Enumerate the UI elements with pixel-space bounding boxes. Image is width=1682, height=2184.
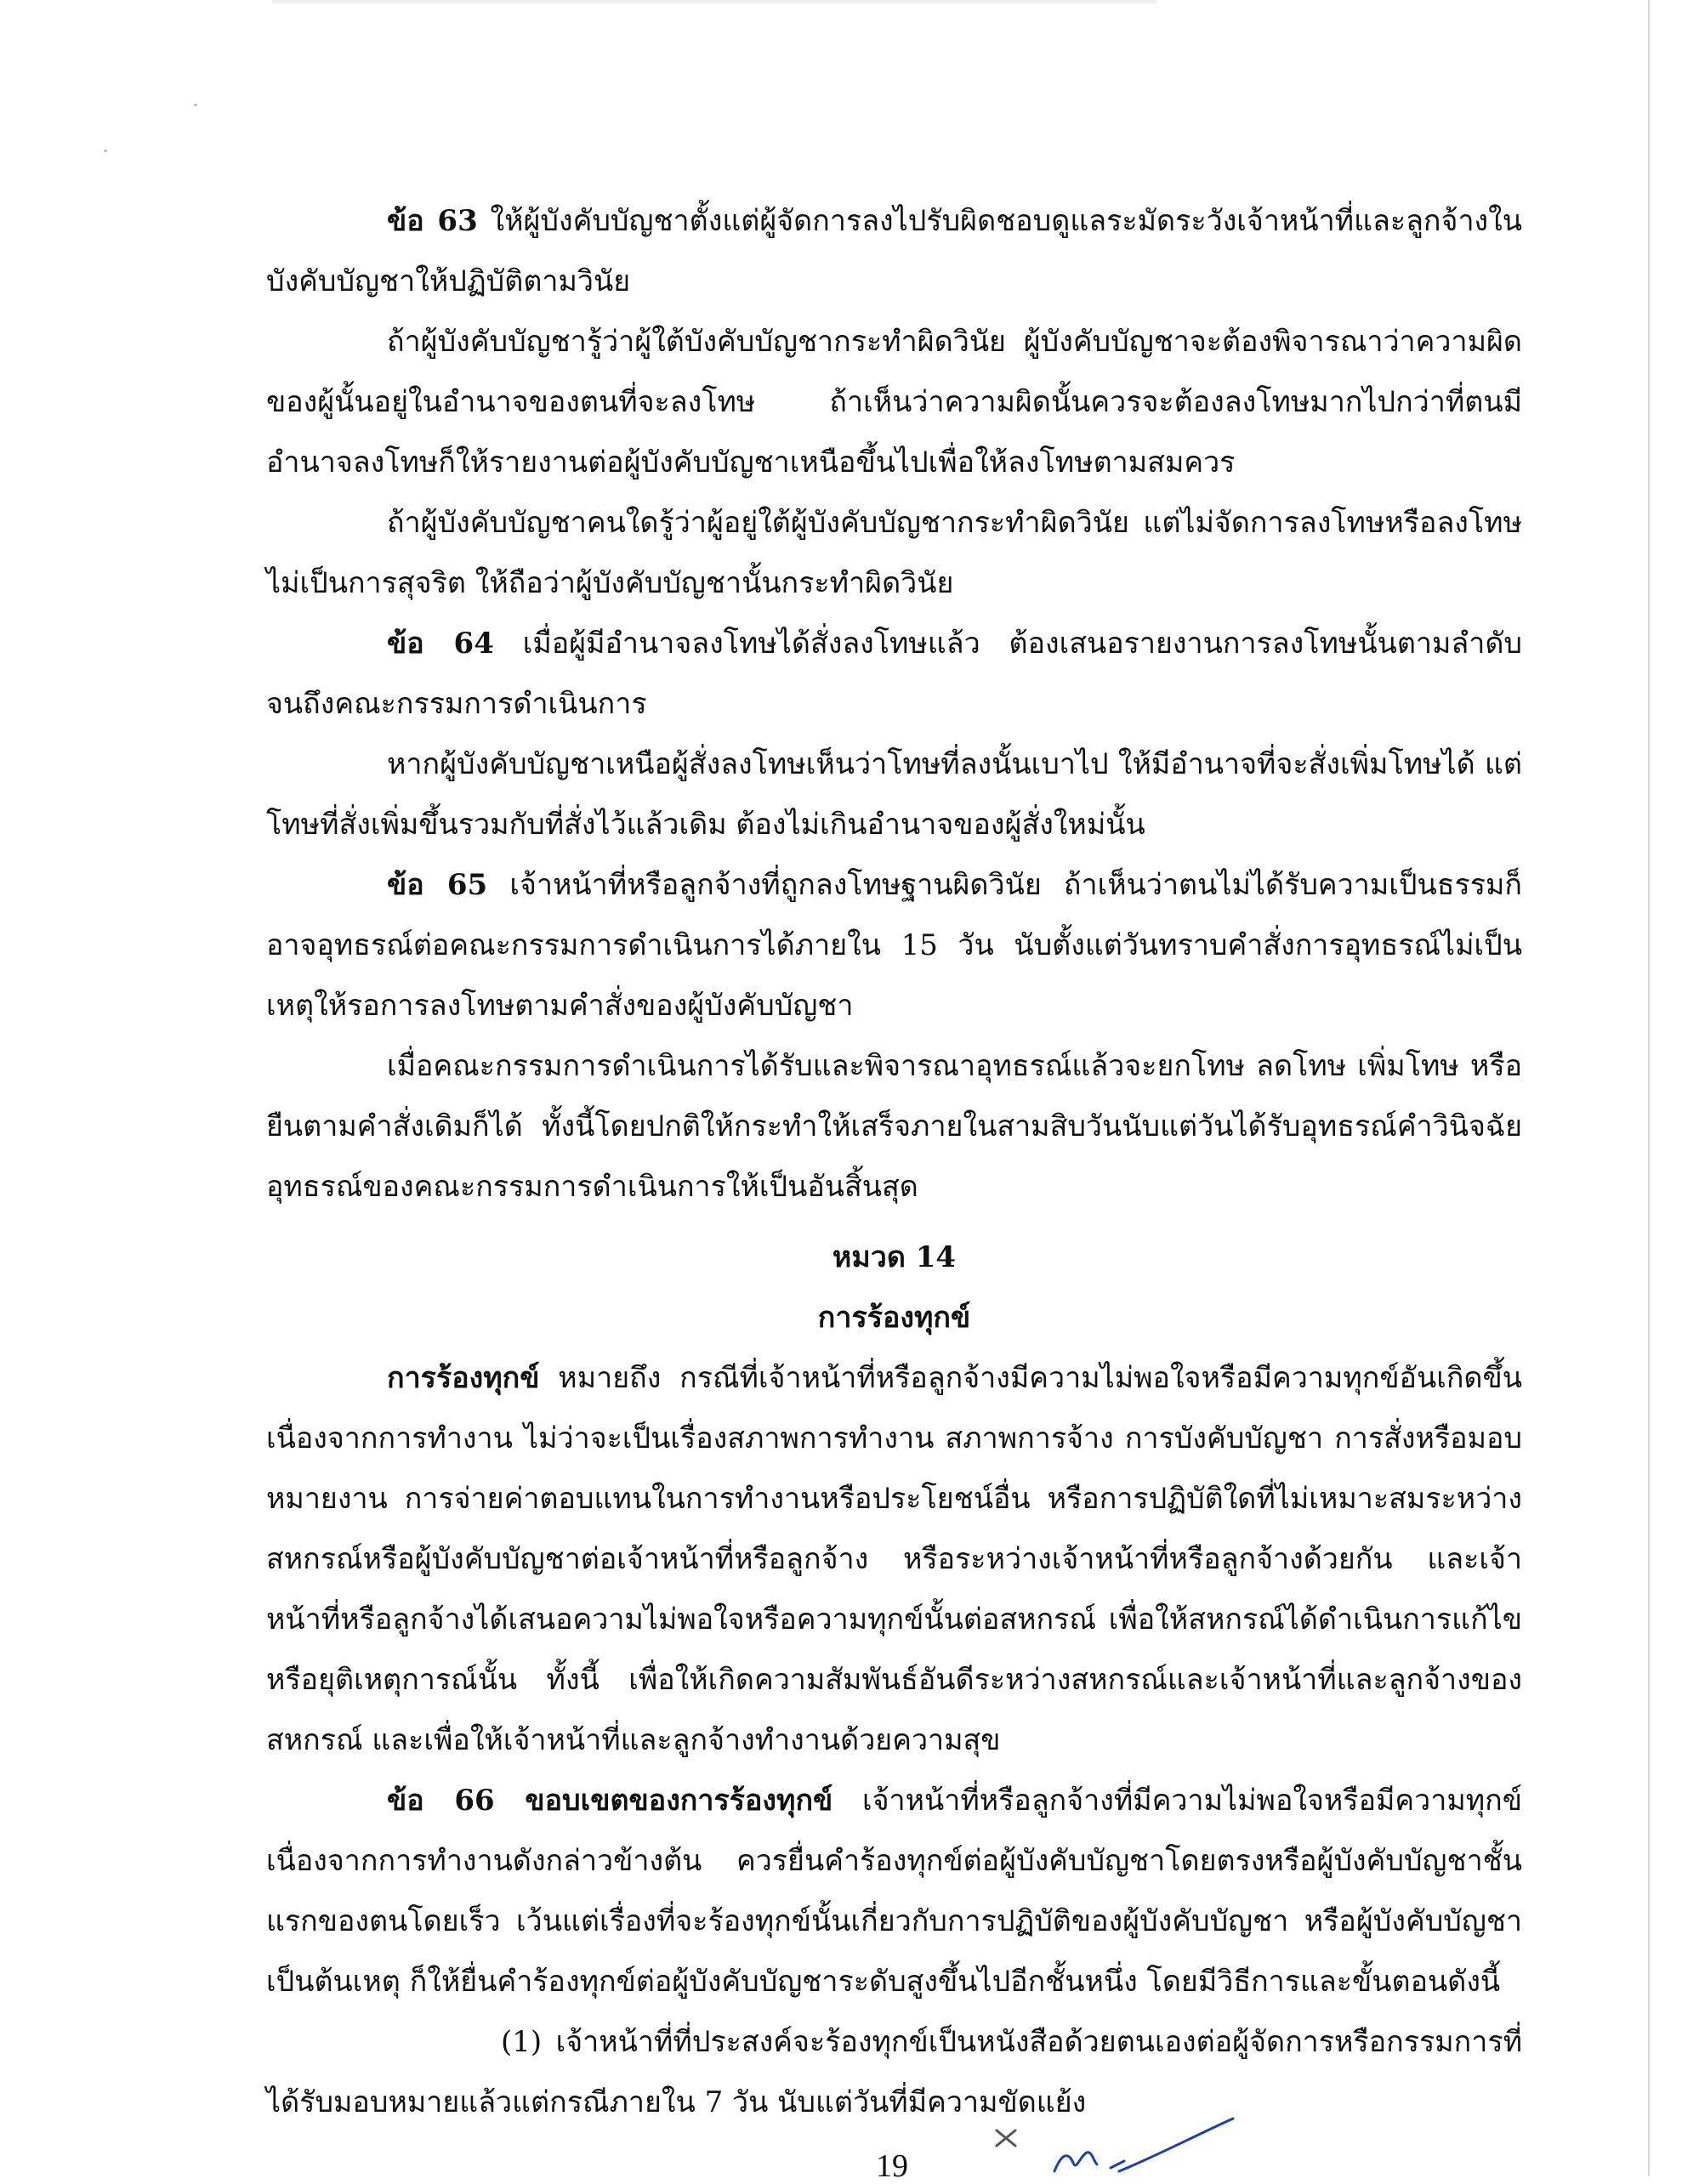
scan-speck bbox=[104, 150, 107, 152]
scan-edge-shadow bbox=[272, 0, 1156, 3]
initials-signature-mark bbox=[986, 2112, 1250, 2176]
paragraph-clause-66 bbox=[266, 1771, 1522, 2012]
paragraph-definition bbox=[266, 1348, 1522, 1771]
paragraph-text: ถ้าผู้บังคับบัญชารู้ว่าผู้ใต้บังคับบัญชากระทำผิดวินัย ผู้บังคับบัญชาจะต้องพิจารณาว่าความผิดของผู้นั้นอยู่ในอำนาจของตนที่จะลงโทษ ถ้าเห็นว่าความผิดนั้นควรจะต้องลงโทษมากไปกว่าที่ตนมีอำนาจลงโทษก็ให้รายงานต่อผู้บังคับบัญชาเหนือขึ้นไปเพื่อให้ลงโทษตามสมควร bbox=[266, 325, 1522, 479]
paragraph-text: เมื่อคณะกรรมการดำเนินการได้รับและพิจารณาอุทธรณ์แล้วจะยกโทษ ลดโทษ เพิ่มโทษ หรือยืนตามคำสั่งเดิมก็ได้ ทั้งนี้โดยปกติให้กระทำให้เสร็จภายในสามสิบวันนับแต่วันได้รับอุทธรณ์คำวินิจฉัยอุทธรณ์ของคณะกรรมการดำเนินการให้เป็นอันสิ้นสุด bbox=[266, 1049, 1522, 1204]
paragraph-clause-64 bbox=[266, 614, 1522, 735]
term-label: การร้องทุกข์ bbox=[387, 1361, 540, 1395]
paragraph-clause-63 bbox=[266, 191, 1522, 312]
scan-speck bbox=[194, 104, 197, 106]
paragraph-text: หากผู้บังคับบัญชาเหนือผู้สั่งลงโทษเห็นว่าโทษที่ลงนั้นเบาไป ให้มีอำนาจที่จะสั่งเพิ่มโทษได้ แต่โทษที่สั่งเพิ่มขึ้นรวมกับที่สั่งไว้แล้วเดิม ต้องไม่เกินอำนาจของผู้สั่งใหม่นั้น bbox=[266, 747, 1522, 842]
clause-label: ข้อ 63 bbox=[387, 204, 478, 238]
paragraph-text: เจ้าหน้าที่หรือลูกจ้างที่มีความไม่พอใจหรือมีความทุกข์เนื่องจากการทำงานดังกล่าวข้างต้น ควรยื่นคำร้องทุกข์ต่อผู้บังคับบัญชาโดยตรงหรือผู้บังคับบัญชาชั้นแรกของตนโดยเร็ว เว้นแต่เรื่องที่จะร้องทุกข์นั้นเกี่ยวกับการปฏิบัติของผู้บังคับบัญชา หรือผู้บังคับบัญชาเป็นต้นเหตุ ก็ให้ยื่นคำร้องทุกข์ต่อผู้บังคับบัญชาระดับสูงขึ้นไปอีกชั้นหนึ่ง โดยมีวิธีการและขั้นตอนดังนี้ bbox=[266, 1784, 1522, 1999]
paragraph-text: ถ้าผู้บังคับบัญชาคนใดรู้ว่าผู้อยู่ใต้ผู้บังคับบัญชากระทำผิดวินัย แต่ไม่จัดการลงโทษหรือลงโทษไม่เป็นการสุจริต ให้ถือว่าผู้บังคับบัญชานั้นกระทำผิดวินัย bbox=[266, 506, 1522, 600]
document-body bbox=[266, 191, 1522, 2133]
clause-label: ข้อ 64 bbox=[387, 627, 494, 661]
paragraph bbox=[266, 312, 1522, 493]
paragraph-clause-65 bbox=[266, 855, 1522, 1036]
paragraph-text: เจ้าหน้าที่หรือลูกจ้างที่ถูกลงโทษฐานผิดวินัย ถ้าเห็นว่าตนไม่ได้รับความเป็นธรรมก็อาจอุทธรณ์ต่อคณะกรรมการดำเนินการได้ภายใน 15 วัน นับตั้งแต่วันทราบคำสั่งการอุทธรณ์ไม่เป็นเหตุให้รอการลงโทษตามคำสั่งของผู้บังคับบัญชา bbox=[266, 868, 1522, 1023]
paragraph-text: หมายถึง กรณีที่เจ้าหน้าที่หรือลูกจ้างมีความไม่พอใจหรือมีความทุกข์อันเกิดขึ้นเนื่องจากการทำงาน ไม่ว่าจะเป็นเรื่องสภาพการทำงาน สภาพการจ้าง การบังคับบัญชา การสั่งหรือมอบหมายงาน การจ่ายค่าตอบแทนในการทำงานหรือประโยชน์อื่น หรือการปฏิบัติใดที่ไม่เหมาะสมระหว่างสหกรณ์หรือผู้บังคับบัญชาต่อเจ้าหน้าที่หรือลูกจ้าง หรือระหว่างเจ้าหน้าที่หรือลูกจ้างด้วยกัน และเจ้าหน้าที่หรือลูกจ้างได้เสนอความไม่พอใจหรือความทุกข์นั้นต่อสหกรณ์ เพื่อให้สหกรณ์ได้ดำเนินการแก้ไขหรือยุติเหตุการณ์นั้น ทั้งนี้ เพื่อให้เกิดความสัมพันธ์อันดีระหว่างสหกรณ์และเจ้าหน้าที่และลูกจ้างของสหกรณ์ และเพื่อให้เจ้าหน้าที่และลูกจ้างทำงานด้วยความสุข bbox=[266, 1361, 1522, 1757]
clause-label: ข้อ 66 ขอบเขตของการร้องทุกข์ bbox=[387, 1784, 833, 1818]
chapter-number: หมวด 14 bbox=[832, 1240, 957, 1274]
paragraph bbox=[266, 1036, 1522, 1217]
scan-margin-line bbox=[1648, 0, 1650, 2176]
page-number: 19 bbox=[876, 2148, 908, 2184]
paragraph bbox=[266, 735, 1522, 855]
paragraph bbox=[266, 493, 1522, 614]
clause-label: ข้อ 65 bbox=[387, 868, 488, 902]
chapter-title: การร้องทุกข์ bbox=[817, 1301, 971, 1335]
paragraph-sub-item-1 bbox=[266, 2012, 1522, 2133]
paragraph-text: เมื่อผู้มีอำนาจลงโทษได้สั่งลงโทษแล้ว ต้องเสนอรายงานการลงโทษนั้นตามลำดับจนถึงคณะกรรมการดำเนินการ bbox=[266, 627, 1522, 721]
paragraph-text: ให้ผู้บังคับบัญชาตั้งแต่ผู้จัดการลงไปรับผิดชอบดูแลระมัดระวังเจ้าหน้าที่และลูกจ้างในบังคับบัญชาให้ปฏิบัติตามวินัย bbox=[266, 204, 1522, 298]
paragraph-text: (1) เจ้าหน้าที่ที่ประสงค์จะร้องทุกข์เป็นหนังสือด้วยตนเองต่อผู้จัดการหรือกรรมการที่ได้รับมอบหมายแล้วแต่กรณีภายใน 7 วัน นับแต่วันที่มีความขัดแย้ง bbox=[266, 2025, 1522, 2119]
